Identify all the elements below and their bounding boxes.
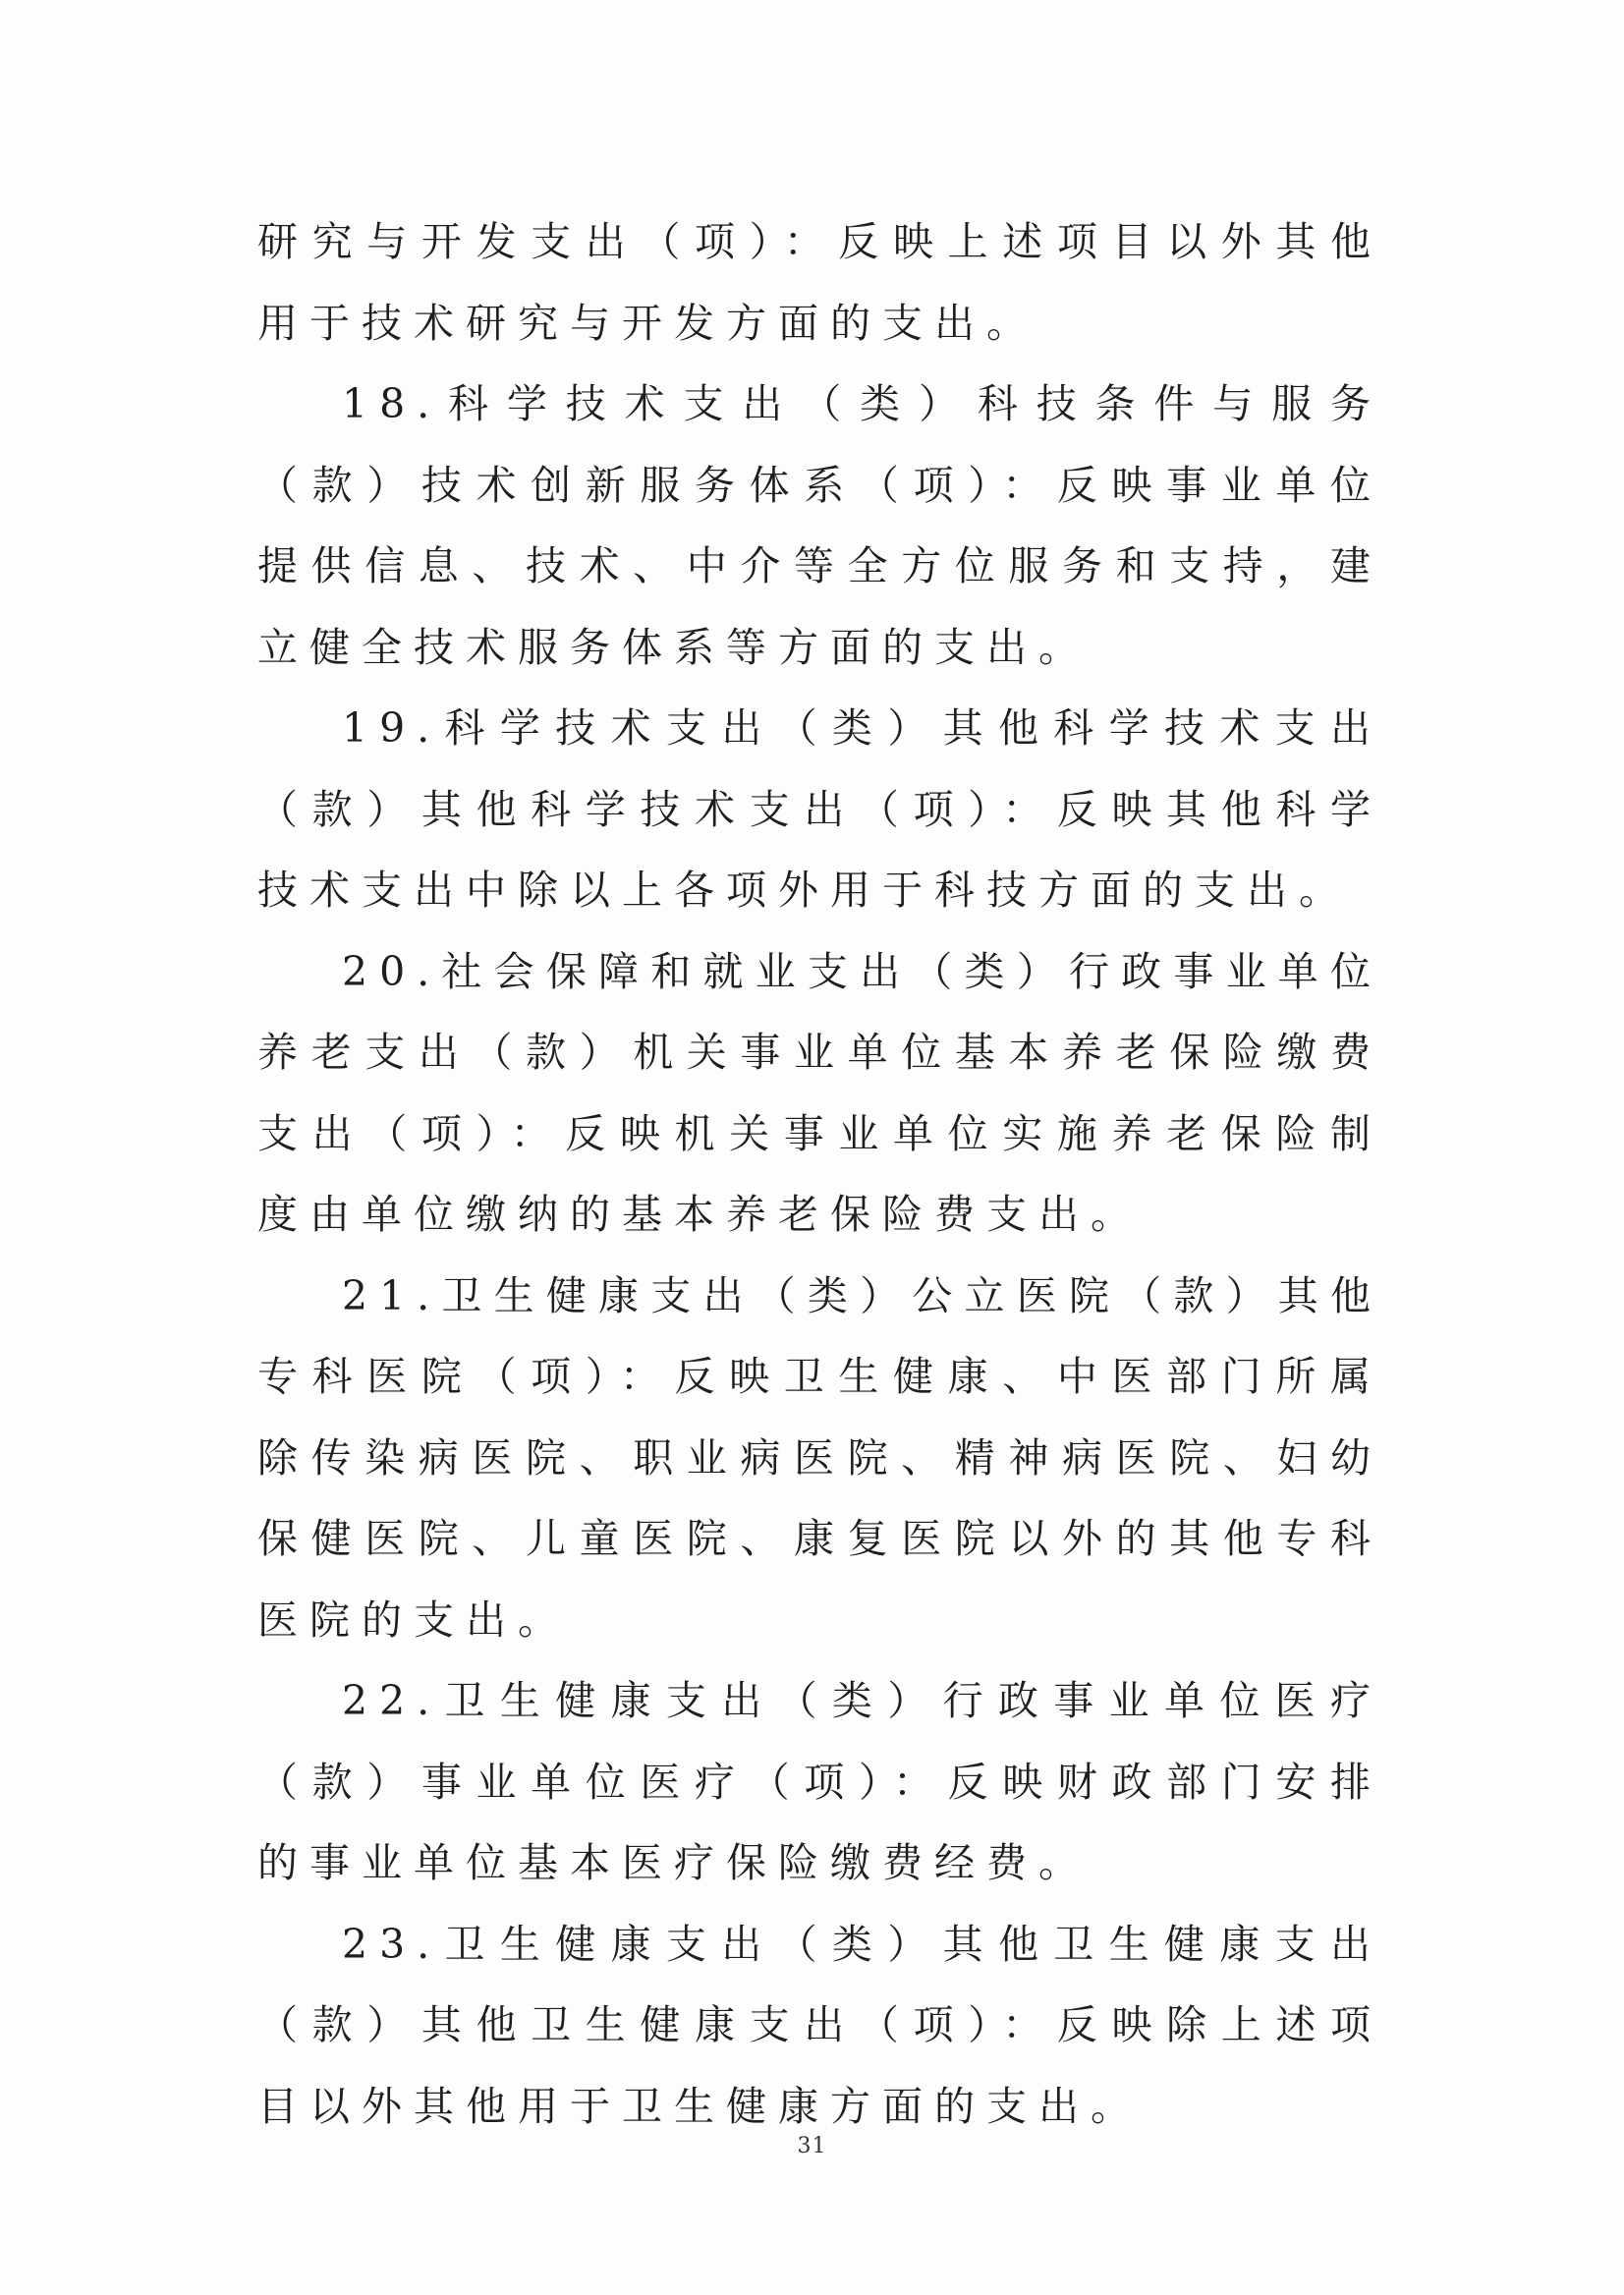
- paragraph-continuation: 研究与开发支出（项）：反映上述项目以外其他用于技术研究与开发方面的支出。: [257, 218, 1382, 347]
- paragraph-item-22: 22.卫生健康支出（类）行政事业单位医疗（款）事业单位医疗（项）：反映财政部门安排的事业单位基本医疗保险缴费经费。: [257, 1677, 1382, 1886]
- page-number: 31: [797, 2134, 827, 2158]
- paragraph-item-19: 19.科学技术支出（类）其他科学技术支出（款）其他科学技术支出（项）：反映其他科学技术支出中除以上各项外用于科技方面的支出。: [257, 704, 1382, 914]
- paragraph-item-21: 21.卫生健康支出（类）公立医院（款）其他专科医院（项）：反映卫生健康、中医部门所属除传染病医院、职业病医院、精神病医院、妇幼保健医院、儿童医院、康复医院以外的其他专科医院的支出。: [257, 1271, 1382, 1644]
- paragraph-item-18: 18.科学技术支出（类）科技条件与服务（款）技术创新服务体系（项）：反映事业单位提供信息、技术、中介等全方位服务和支持，建立健全技术服务体系等方面的支出。: [257, 380, 1382, 671]
- document-body: [257, 201, 1382, 2147]
- paragraph-item-20: 20.社会保障和就业支出（类）行政事业单位养老支出（款）机关事业单位基本养老保险缴费支出（项）：反映机关事业单位实施养老保险制度由单位缴纳的基本养老保险费支出。: [257, 947, 1382, 1238]
- paragraph-item-23: 23.卫生健康支出（类）其他卫生健康支出（款）其他卫生健康支出（项）：反映除上述项目以外其他用于卫生健康方面的支出。: [257, 1920, 1382, 2130]
